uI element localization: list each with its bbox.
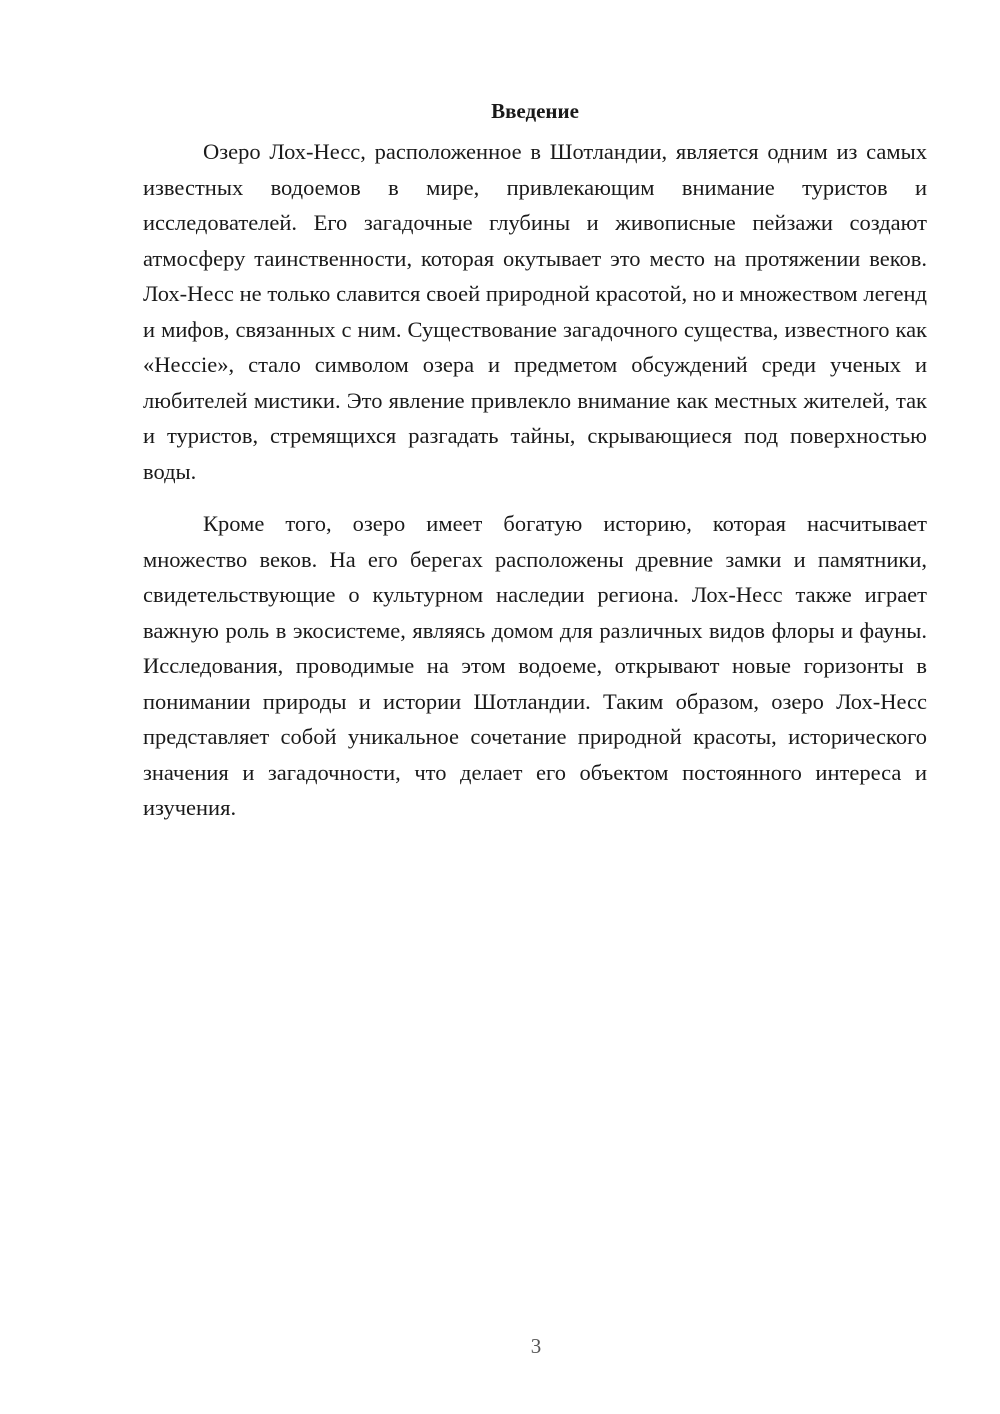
page-number: 3 xyxy=(530,1334,542,1358)
paragraph-history: Кроме того, озеро имеет богатую историю, которая насчитывает множество веков. На его берегах расположены древние замки и памятники, свидетельствующие о культурном наследии региона. Лох-Несс также играет важную роль в экосистеме, являясь домом для различных видов флоры и фауны. Исследования, проводимые на этом водоеме, открывают новые горизонты в понимании природы и истории Шотландии. Таким образом, озеро Лох-Несс представляет собой уникальное сочетание природной красоты, исторического значения и загадочности, что делает его объектом постоянного интереса и изучения. xyxy=(143,511,927,820)
page-content xyxy=(143,96,927,826)
section-heading: Введение xyxy=(491,99,579,123)
paragraph-introduction: Озеро Лох-Несс, расположенное в Шотландии, является одним из самых известных водоемов в мире, привлекающим внимание туристов и исследователей. Его загадочные глубины и живописные пейзажи создают атмосферу таинственности, которая окутывает это место на протяжении веков. Лох-Несс не только славится своей природной красотой, но и множеством легенд и мифов, связанных с ним. Существование загадочного существа, известного как «Несcie», стало символом озера и предметом обсуждений среди ученых и любителей мистики. Это явление привлекло внимание как местных жителей, так и туристов, стремящихся разгадать тайны, скрывающиеся под поверхностью воды. xyxy=(143,139,927,484)
